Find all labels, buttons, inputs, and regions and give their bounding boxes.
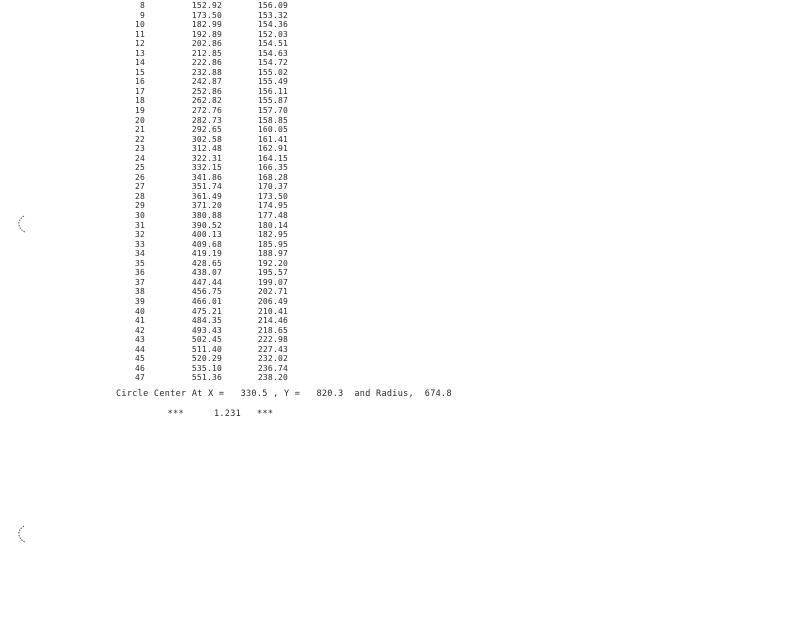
table-row [112, 201, 312, 211]
row-index: 15 [134, 67, 145, 77]
x-value: 475.21 [191, 306, 222, 316]
row-index: 9 [139, 10, 145, 20]
coordinate-table [112, 1, 312, 383]
row-index: 14 [134, 58, 145, 68]
y-value: 168.28 [257, 172, 288, 182]
y-value: 180.14 [257, 220, 288, 230]
table-row [112, 173, 312, 183]
x-value: 484.35 [191, 316, 222, 326]
x-value: 361.49 [191, 191, 222, 201]
y-value: 154.36 [257, 20, 288, 30]
row-index: 46 [134, 363, 145, 373]
y-value: 222.98 [257, 335, 288, 345]
y-value: 195.57 [257, 268, 288, 278]
table-row [112, 30, 312, 40]
x-value: 428.65 [191, 258, 222, 268]
x-value: 351.74 [191, 182, 222, 192]
x-value: 511.40 [191, 344, 222, 354]
table-row [112, 125, 312, 135]
y-value: 173.50 [257, 191, 288, 201]
y-value: 192.20 [257, 258, 288, 268]
x-value: 232.88 [191, 67, 222, 77]
y-value: 162.91 [257, 144, 288, 154]
row-index: 29 [134, 201, 145, 211]
y-value: 152.03 [257, 29, 288, 39]
x-value: 292.65 [191, 125, 222, 135]
x-value: 202.86 [191, 39, 222, 49]
row-index: 38 [134, 287, 145, 297]
y-value: 214.46 [257, 316, 288, 326]
table-row [112, 249, 312, 259]
y-value: 210.41 [257, 306, 288, 316]
row-index: 25 [134, 163, 145, 173]
table-row [112, 211, 312, 221]
y-value: 174.95 [257, 201, 288, 211]
x-value: 152.92 [191, 1, 222, 10]
table-row [112, 326, 312, 336]
table-row [112, 11, 312, 21]
table-row [112, 20, 312, 30]
x-value: 447.44 [191, 277, 222, 287]
binding-hole-mark-icon [16, 214, 26, 234]
y-value: 170.37 [257, 182, 288, 192]
y-value: 156.11 [257, 86, 288, 96]
row-index: 36 [134, 268, 145, 278]
table-row [112, 1, 312, 11]
table-row [112, 221, 312, 231]
table-row [112, 335, 312, 345]
row-index: 42 [134, 325, 145, 335]
row-index: 30 [134, 211, 145, 221]
x-value: 400.13 [191, 230, 222, 240]
row-index: 11 [134, 29, 145, 39]
y-value: 154.51 [257, 39, 288, 49]
x-value: 312.48 [191, 144, 222, 154]
y-value: 153.32 [257, 10, 288, 20]
row-index: 8 [139, 1, 145, 10]
footer-line [146, 399, 273, 429]
circle-summary-line: Circle Center At X = 330.5 , Y = 820.3 and Radius, 674.8 [116, 389, 452, 399]
x-value: 438.07 [191, 268, 222, 278]
x-value: 390.52 [191, 220, 222, 230]
row-index: 13 [134, 48, 145, 58]
row-index: 10 [134, 20, 145, 30]
x-value: 551.36 [191, 373, 222, 383]
x-value: 173.50 [191, 10, 222, 20]
x-value: 272.76 [191, 106, 222, 116]
row-index: 18 [134, 96, 145, 106]
table-row [112, 68, 312, 78]
y-value: 158.85 [257, 115, 288, 125]
x-value: 493.43 [191, 325, 222, 335]
x-value: 535.10 [191, 363, 222, 373]
y-value: 232.02 [257, 354, 288, 364]
table-row [112, 77, 312, 87]
x-value: 380.88 [191, 211, 222, 221]
y-value: 164.15 [257, 153, 288, 163]
row-index: 32 [134, 230, 145, 240]
row-index: 21 [134, 125, 145, 135]
table-row [112, 58, 312, 68]
y-value: 154.63 [257, 48, 288, 58]
table-row [112, 87, 312, 97]
y-value: 218.65 [257, 325, 288, 335]
x-value: 182.99 [191, 20, 222, 30]
x-value: 419.19 [191, 249, 222, 259]
table-row [112, 287, 312, 297]
row-index: 16 [134, 77, 145, 87]
row-index: 20 [134, 115, 145, 125]
y-value: 154.72 [257, 58, 288, 68]
table-row [112, 96, 312, 106]
row-index: 37 [134, 277, 145, 287]
table-row [112, 39, 312, 49]
x-value: 520.29 [191, 354, 222, 364]
row-index: 40 [134, 306, 145, 316]
x-value: 371.20 [191, 201, 222, 211]
y-value: 166.35 [257, 163, 288, 173]
y-value: 161.41 [257, 134, 288, 144]
table-row [112, 154, 312, 164]
y-value: 185.95 [257, 239, 288, 249]
x-value: 242.87 [191, 77, 222, 87]
table-row [112, 278, 312, 288]
row-index: 12 [134, 39, 145, 49]
y-value: 188.97 [257, 249, 288, 259]
row-index: 22 [134, 134, 145, 144]
row-index: 24 [134, 153, 145, 163]
y-value: 202.71 [257, 287, 288, 297]
x-value: 222.86 [191, 58, 222, 68]
x-value: 192.89 [191, 29, 222, 39]
table-row [112, 192, 312, 202]
x-value: 302.58 [191, 134, 222, 144]
x-value: 456.75 [191, 287, 222, 297]
table-row [112, 106, 312, 116]
table-row [112, 49, 312, 59]
x-value: 262.82 [191, 96, 222, 106]
x-value: 466.01 [191, 296, 222, 306]
y-value: 227.43 [257, 344, 288, 354]
row-index: 35 [134, 258, 145, 268]
table-row [112, 116, 312, 126]
y-value: 155.02 [257, 67, 288, 77]
y-value: 236.74 [257, 363, 288, 373]
x-value: 212.85 [191, 48, 222, 58]
table-row [112, 163, 312, 173]
table-row [112, 182, 312, 192]
row-index: 31 [134, 220, 145, 230]
x-value: 502.45 [191, 335, 222, 345]
table-row [112, 307, 312, 317]
table-row [112, 230, 312, 240]
table-row [112, 259, 312, 269]
row-index: 23 [134, 144, 145, 154]
row-index: 26 [134, 172, 145, 182]
row-index: 45 [134, 354, 145, 364]
table-row [112, 373, 312, 383]
x-value: 332.15 [191, 163, 222, 173]
row-index: 17 [134, 86, 145, 96]
y-value: 206.49 [257, 296, 288, 306]
table-row [112, 345, 312, 355]
y-value: 160.05 [257, 125, 288, 135]
table-row [112, 268, 312, 278]
table-row [112, 354, 312, 364]
row-index: 28 [134, 191, 145, 201]
y-value: 156.09 [257, 1, 288, 10]
binding-hole-mark-icon [16, 524, 26, 544]
x-value: 252.86 [191, 86, 222, 96]
y-value: 157.70 [257, 106, 288, 116]
x-value: 322.31 [191, 153, 222, 163]
row-index: 39 [134, 296, 145, 306]
table-row [112, 316, 312, 326]
footer-value: 1.231 [213, 409, 242, 419]
y-value: 155.87 [257, 96, 288, 106]
footer-left-marker: *** [167, 409, 184, 419]
y-value: 238.20 [257, 373, 288, 383]
footer-right-marker: *** [257, 409, 274, 419]
table-row [112, 297, 312, 307]
row-index: 27 [134, 182, 145, 192]
row-index: 33 [134, 239, 145, 249]
row-index: 47 [134, 373, 145, 383]
y-value: 177.48 [257, 211, 288, 221]
row-index: 34 [134, 249, 145, 259]
x-value: 282.73 [191, 115, 222, 125]
table-row [112, 144, 312, 154]
table-row [112, 240, 312, 250]
table-row [112, 135, 312, 145]
x-value: 409.68 [191, 239, 222, 249]
y-value: 155.49 [257, 77, 288, 87]
row-index: 43 [134, 335, 145, 345]
y-value: 182.95 [257, 230, 288, 240]
row-index: 19 [134, 106, 145, 116]
table-row [112, 364, 312, 374]
row-index: 41 [134, 316, 145, 326]
row-index: 44 [134, 344, 145, 354]
x-value: 341.86 [191, 172, 222, 182]
y-value: 199.07 [257, 277, 288, 287]
